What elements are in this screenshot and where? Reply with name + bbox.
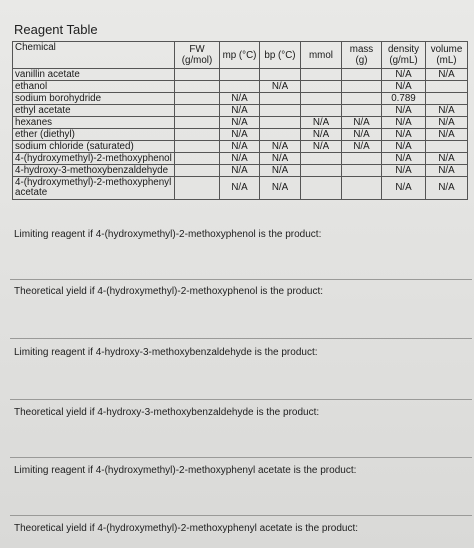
table-cell[interactable]: N/A xyxy=(260,165,301,177)
table-cell[interactable]: N/A xyxy=(426,105,468,117)
table-cell[interactable] xyxy=(260,129,301,141)
table-cell[interactable]: N/A xyxy=(426,69,468,81)
table-cell[interactable] xyxy=(175,141,220,153)
col-header-density: density (g/mL) xyxy=(382,42,426,69)
table-title: Reagent Table xyxy=(14,22,98,37)
chemical-name-cell: sodium borohydride xyxy=(13,93,175,105)
table-cell[interactable]: N/A xyxy=(342,129,382,141)
col-header-mp: mp (°C) xyxy=(220,42,260,69)
table-cell[interactable] xyxy=(175,153,220,165)
table-cell[interactable]: N/A xyxy=(382,105,426,117)
table-cell[interactable] xyxy=(301,93,342,105)
header-row xyxy=(13,42,468,69)
table-cell[interactable] xyxy=(301,177,342,200)
answer-divider xyxy=(10,279,472,280)
table-row xyxy=(13,69,468,81)
table-cell[interactable] xyxy=(260,117,301,129)
table-cell[interactable]: N/A xyxy=(382,153,426,165)
table-cell[interactable] xyxy=(260,69,301,81)
table-cell[interactable] xyxy=(175,177,220,200)
table-cell[interactable]: N/A xyxy=(382,165,426,177)
table-row xyxy=(13,129,468,141)
table-cell[interactable] xyxy=(175,105,220,117)
col-header-mass: mass (g) xyxy=(342,42,382,69)
table-cell[interactable] xyxy=(175,165,220,177)
table-row xyxy=(13,93,468,105)
col-header-volume: volume (mL) xyxy=(426,42,468,69)
table-row xyxy=(13,117,468,129)
table-cell[interactable] xyxy=(342,105,382,117)
table-row xyxy=(13,105,468,117)
table-cell[interactable] xyxy=(301,105,342,117)
table-cell[interactable]: N/A xyxy=(426,153,468,165)
table-cell[interactable]: N/A xyxy=(220,165,260,177)
limiting-reagent-prompt: Limiting reagent if 4-hydroxy-3-methoxybenzaldehyde is the product: xyxy=(14,347,318,358)
table-cell[interactable]: N/A xyxy=(426,117,468,129)
chemical-name-cell: 4-(hydroxymethyl)-2-methoxyphenyl acetate xyxy=(13,177,175,200)
table-body xyxy=(13,69,468,200)
table-cell[interactable]: N/A xyxy=(382,141,426,153)
table-cell[interactable]: N/A xyxy=(260,141,301,153)
table-cell[interactable]: N/A xyxy=(220,177,260,200)
table-cell[interactable] xyxy=(301,81,342,93)
table-cell[interactable] xyxy=(220,69,260,81)
answer-divider xyxy=(10,399,472,400)
col-header-chemical: Chemical xyxy=(13,42,175,69)
answer-divider xyxy=(10,338,472,339)
reagent-table xyxy=(12,41,468,200)
limiting-reagent-prompt: Limiting reagent if 4-(hydroxymethyl)-2-methoxyphenol is the product: xyxy=(14,229,322,240)
col-header-bp: bp (°C) xyxy=(260,42,301,69)
chemical-name-cell: vanillin acetate xyxy=(13,69,175,81)
table-cell[interactable]: N/A xyxy=(382,81,426,93)
table-cell[interactable] xyxy=(175,69,220,81)
table-cell[interactable] xyxy=(220,81,260,93)
col-header-fw: FW (g/mol) xyxy=(175,42,220,69)
table-cell[interactable] xyxy=(342,177,382,200)
table-cell[interactable]: N/A xyxy=(220,141,260,153)
chemical-name-cell: hexanes xyxy=(13,117,175,129)
table-cell[interactable]: N/A xyxy=(260,81,301,93)
table-cell[interactable] xyxy=(426,141,468,153)
table-cell[interactable]: N/A xyxy=(260,153,301,165)
table-row xyxy=(13,165,468,177)
table-cell[interactable]: N/A xyxy=(220,117,260,129)
chemical-name-cell: 4-(hydroxymethyl)-2-methoxyphenol xyxy=(13,153,175,165)
table-cell[interactable] xyxy=(426,93,468,105)
table-cell[interactable] xyxy=(175,93,220,105)
chemical-name-cell: 4-hydroxy-3-methoxybenzaldehyde xyxy=(13,165,175,177)
answer-divider xyxy=(10,457,472,458)
limiting-reagent-prompt: Limiting reagent if 4-(hydroxymethyl)-2-methoxyphenyl acetate is the product: xyxy=(14,465,357,476)
table-cell[interactable]: N/A xyxy=(220,105,260,117)
table-cell[interactable]: 0.789 xyxy=(382,93,426,105)
table-cell[interactable]: N/A xyxy=(342,141,382,153)
theoretical-yield-prompt: Theoretical yield if 4-(hydroxymethyl)-2-methoxyphenyl acetate is the product: xyxy=(14,523,359,534)
table-cell[interactable] xyxy=(342,153,382,165)
table-cell[interactable]: N/A xyxy=(220,93,260,105)
table-row xyxy=(13,177,468,200)
chemical-name-cell: sodium chloride (saturated) xyxy=(13,141,175,153)
table-cell[interactable] xyxy=(342,93,382,105)
chemical-name-cell: ethanol xyxy=(13,81,175,93)
table-cell[interactable] xyxy=(342,165,382,177)
worksheet-page xyxy=(4,4,470,548)
table-row xyxy=(13,153,468,165)
answer-divider xyxy=(10,515,472,516)
table-cell[interactable] xyxy=(301,153,342,165)
table-cell[interactable] xyxy=(342,69,382,81)
table-cell[interactable] xyxy=(175,129,220,141)
table-cell[interactable]: N/A xyxy=(342,117,382,129)
table-cell[interactable]: N/A xyxy=(426,129,468,141)
table-cell[interactable] xyxy=(426,81,468,93)
theoretical-yield-prompt: Theoretical yield if 4-(hydroxymethyl)-2-methoxyphenol is the product: xyxy=(14,286,324,297)
table-cell[interactable] xyxy=(175,117,220,129)
col-header-mmol: mmol xyxy=(301,42,342,69)
table-cell[interactable]: N/A xyxy=(426,177,468,200)
table-cell[interactable]: N/A xyxy=(382,69,426,81)
chemical-name-cell: ether (diethyl) xyxy=(13,129,175,141)
table-cell[interactable]: N/A xyxy=(220,129,260,141)
table-cell[interactable]: N/A xyxy=(382,177,426,200)
table-cell[interactable]: N/A xyxy=(301,117,342,129)
table-cell[interactable] xyxy=(342,81,382,93)
theoretical-yield-prompt: Theoretical yield if 4-hydroxy-3-methoxybenzaldehyde is the product: xyxy=(14,407,320,418)
table-row xyxy=(13,81,468,93)
table-cell[interactable] xyxy=(301,69,342,81)
table-row xyxy=(13,141,468,153)
table-cell[interactable]: N/A xyxy=(220,153,260,165)
table-cell[interactable]: N/A xyxy=(301,141,342,153)
table-cell[interactable] xyxy=(260,105,301,117)
table-cell[interactable] xyxy=(301,165,342,177)
table-cell[interactable]: N/A xyxy=(382,117,426,129)
table-cell[interactable]: N/A xyxy=(426,165,468,177)
table-cell[interactable] xyxy=(175,81,220,93)
table-cell[interactable]: N/A xyxy=(260,177,301,200)
table-cell[interactable] xyxy=(260,93,301,105)
chemical-name-cell: ethyl acetate xyxy=(13,105,175,117)
table-cell[interactable]: N/A xyxy=(382,129,426,141)
table-cell[interactable]: N/A xyxy=(301,129,342,141)
